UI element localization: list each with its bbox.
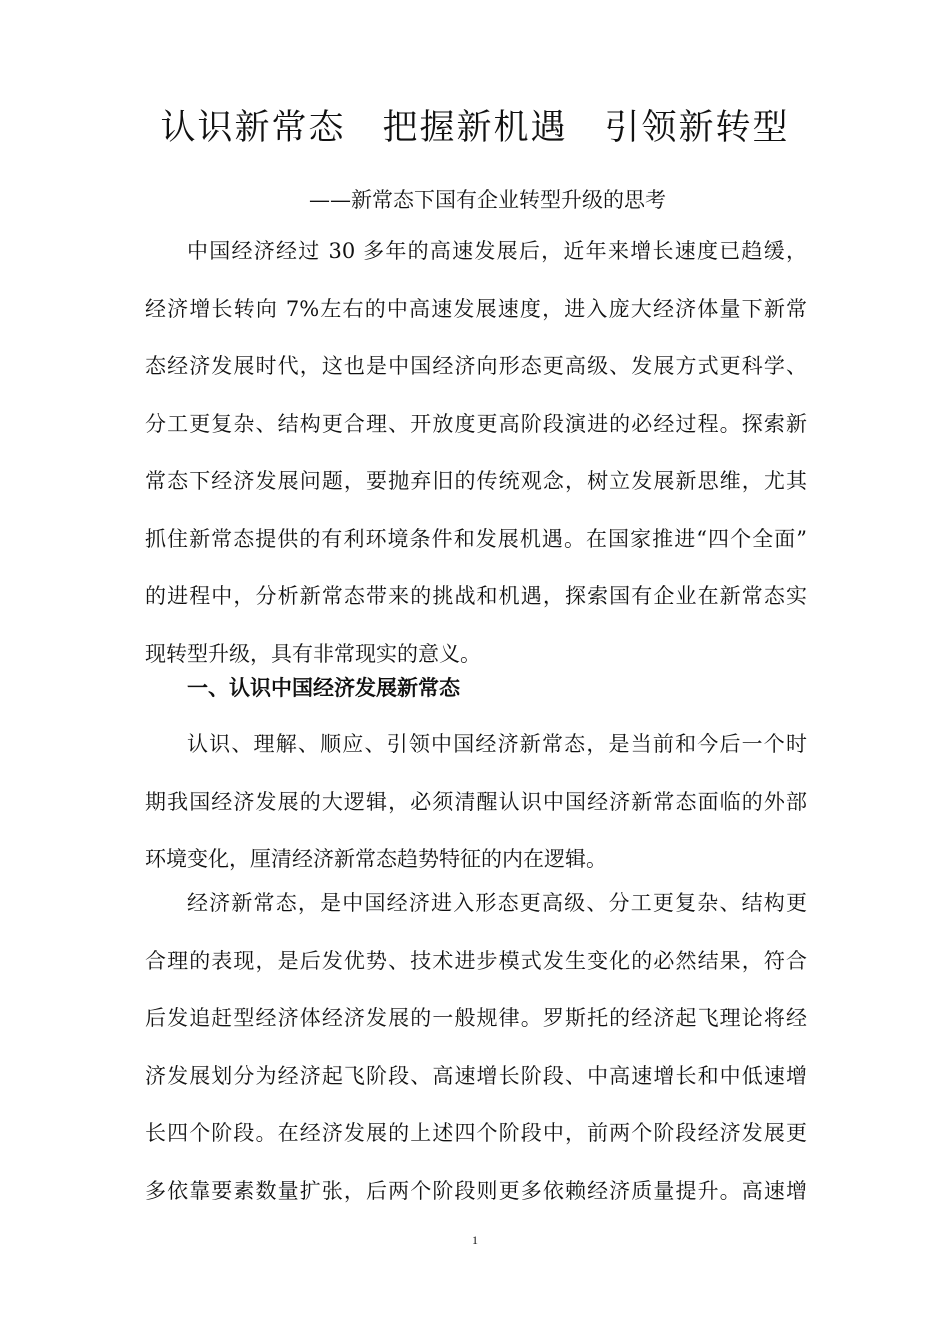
paragraph-line: 中国经济经过 30 多年的高速发展后，近年来增长速度已趋缓，	[187, 239, 807, 263]
paragraph-line: 期我国经济发展的大逻辑，必须清醒认识中国经济新常态面临的外部	[145, 789, 807, 814]
paragraph-line: 抓住新常态提供的有利环境条件和发展机遇。在国家推进“四个全面”	[145, 526, 807, 551]
paragraph-line: 长四个阶段。在经济发展的上述四个阶段中，前两个阶段经济发展更	[145, 1121, 807, 1145]
paragraph-line: 现转型升级，具有非常现实的意义。	[145, 641, 481, 666]
paragraph-line: 态经济发展时代，这也是中国经济向形态更高级、发展方式更科学、	[145, 354, 807, 378]
paragraph-line: 多依靠要素数量扩张，后两个阶段则更多依赖经济质量提升。高速增	[145, 1178, 807, 1203]
paragraph-line: 经济增长转向 7%左右的中高速发展速度，进入庞大经济体量下新常	[145, 296, 807, 321]
paragraph-line: 的进程中，分析新常态带来的挑战和机遇，探索国有企业在新常态实	[145, 584, 807, 608]
paragraph-2	[145, 716, 807, 889]
document-title: 认识新常态 把握新机遇 引领新转型	[160, 108, 790, 148]
paragraph-line: 环境变化，厘清经济新常态趋势特征的内在逻辑。	[145, 847, 607, 871]
paragraph-line: 常态下经济发展问题，要抛弃旧的传统观念，树立发展新思维，尤其	[145, 469, 807, 493]
paragraph-line: 济发展划分为经济起飞阶段、高速增长阶段、中高速增长和中低速增	[145, 1063, 807, 1088]
page-number: 1	[472, 1233, 478, 1247]
document-subtitle: ——新常态下国有企业转型升级的思考	[309, 188, 666, 212]
paragraph-line: 合理的表现，是后发优势、技术进步模式发生变化的必然结果，符合	[145, 948, 807, 973]
paragraph-line: 经济新常态，是中国经济进入形态更高级、分工更复杂、结构更	[187, 891, 807, 915]
paragraph-line: 后发追赶型经济体经济发展的一般规律。罗斯托的经济起飞理论将经	[145, 1006, 807, 1030]
paragraph-1	[145, 223, 807, 683]
paragraph-line: 分工更复杂、结构更合理、开放度更高阶段演进的必经过程。探索新	[145, 411, 807, 436]
paragraph-3	[145, 875, 807, 1220]
section-heading: 一、认识中国经济发展新常态	[187, 676, 460, 700]
paragraph-line: 认识、理解、顺应、引领中国经济新常态，是当前和今后一个时	[187, 732, 807, 756]
